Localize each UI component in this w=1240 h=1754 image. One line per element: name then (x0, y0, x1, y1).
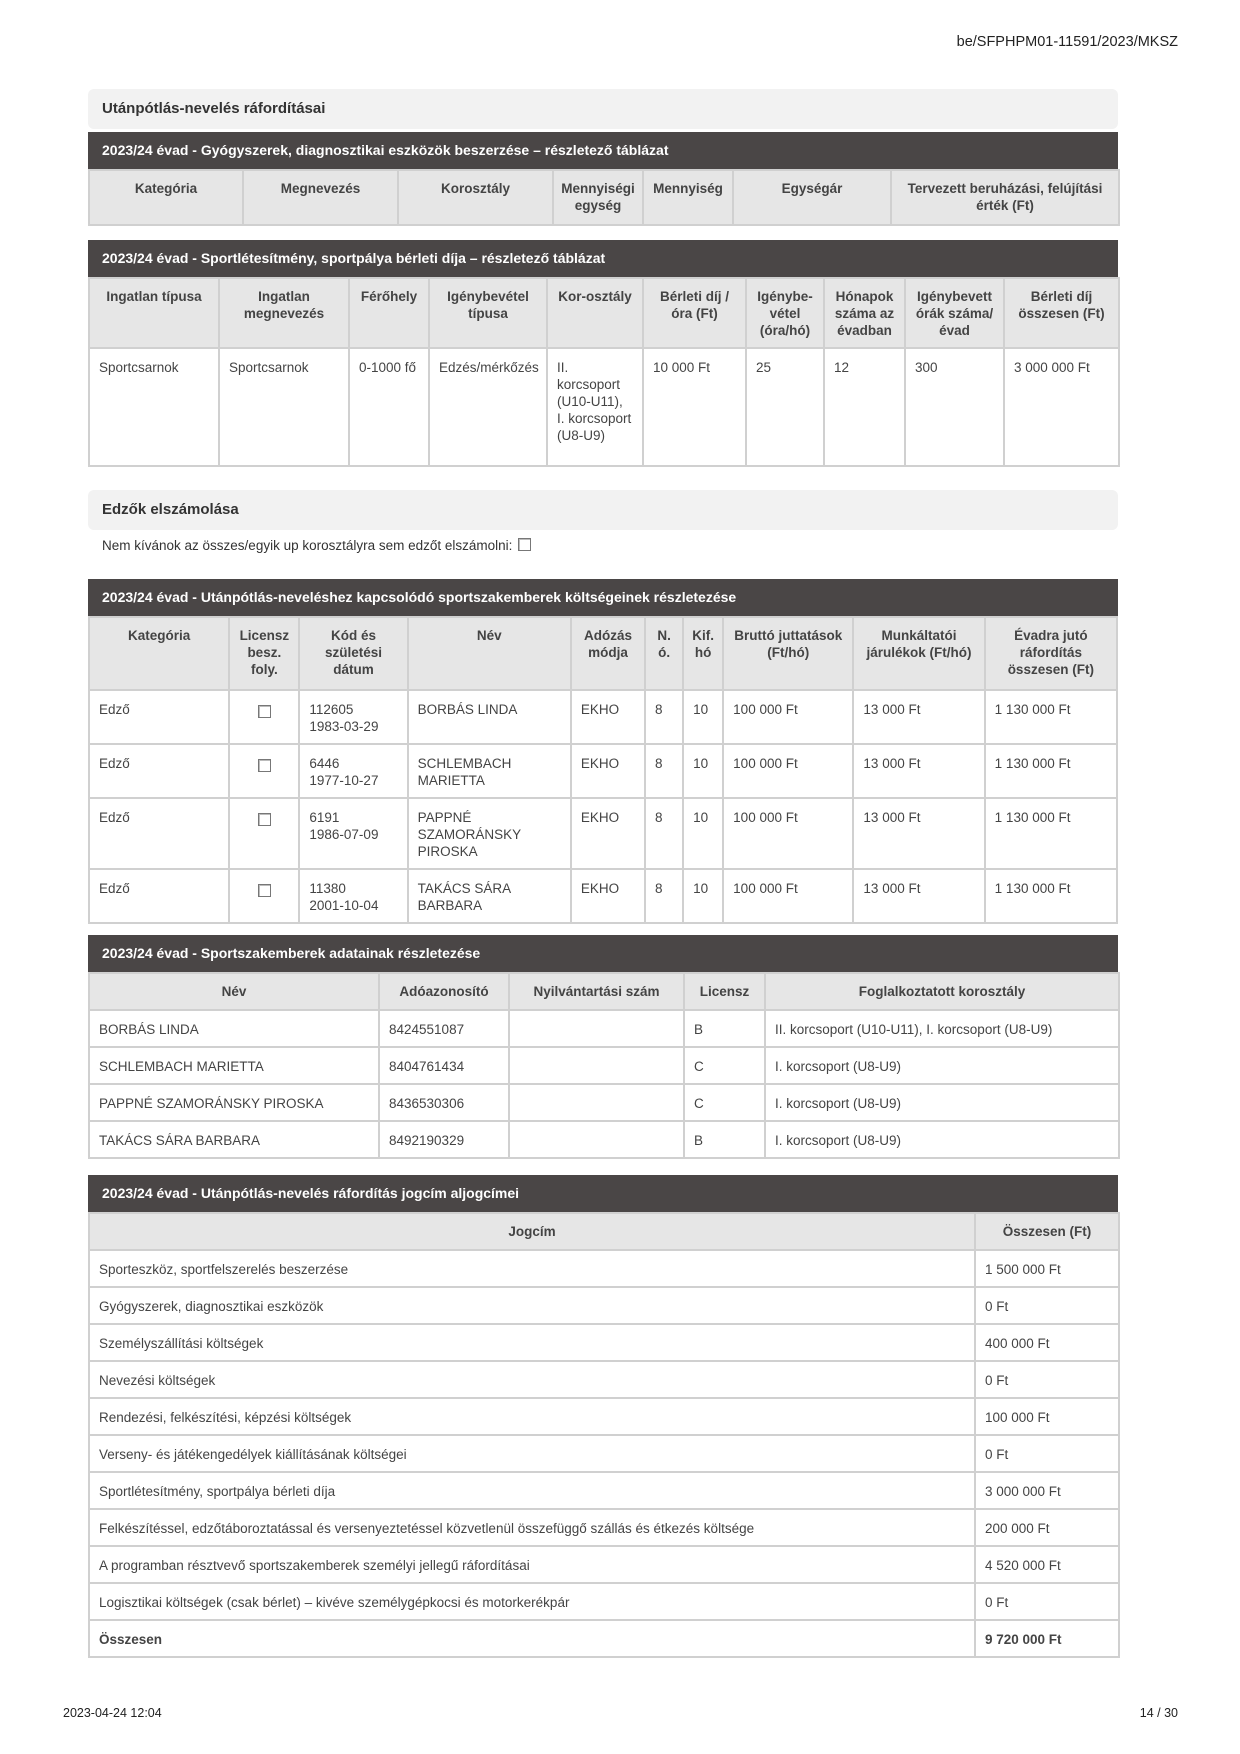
cell-category: Edző (89, 744, 229, 798)
section-title-utanpotlas: Utánpótlás-nevelés ráfordításai (88, 89, 1118, 129)
col-header: Mennyiség (643, 170, 733, 225)
col-header: Licensz besz. foly. (229, 617, 299, 690)
cell-category: Edző (89, 690, 229, 744)
cell: Sportcsarnok (219, 348, 349, 466)
cell-gross: 100 000 Ft (723, 744, 853, 798)
cell-name: PAPPNÉ SZAMORÁNSKY PIROSKA (408, 798, 571, 869)
cell-code-date (299, 690, 407, 744)
cell-hours: 8 (645, 798, 683, 869)
cell: Edzés/mérkőzés (429, 348, 547, 466)
col-header: Munkáltatói járulékok (Ft/hó) (853, 617, 984, 690)
cell: 200 000 Ft (975, 1509, 1119, 1546)
cell-months: 10 (683, 798, 723, 869)
table-row (89, 869, 1117, 923)
total-row (89, 1620, 1119, 1657)
col-header: Adózás módja (571, 617, 645, 690)
cell: 0 Ft (975, 1287, 1119, 1324)
section-title-edzok: Edzők elszámolása (88, 490, 1118, 530)
table-row (89, 1047, 1119, 1084)
cell: 8492190329 (379, 1121, 509, 1158)
cell-license (229, 869, 299, 923)
cell-total: 1 130 000 Ft (985, 690, 1117, 744)
col-header: Foglalkoztatott korosztály (765, 973, 1119, 1010)
col-header: Nyilvántartási szám (509, 973, 684, 1010)
table-row (89, 1287, 1119, 1324)
cell: TAKÁCS SÁRA BARBARA (89, 1121, 379, 1158)
cell (509, 1010, 684, 1047)
table-row (89, 1435, 1119, 1472)
cell: BORBÁS LINDA (89, 1010, 379, 1047)
cell: C (684, 1084, 765, 1121)
cell-license (229, 690, 299, 744)
birth-date: 1977-10-27 (309, 773, 379, 788)
col-header: Név (89, 973, 379, 1010)
total-label: Összesen (89, 1620, 975, 1657)
cell (509, 1121, 684, 1158)
no-coach-checkbox[interactable] (518, 538, 531, 551)
cell-name: SCHLEMBACH MARIETTA (408, 744, 571, 798)
no-coach-label: Nem kívánok az összes/egyik up korosztályra sem edzőt elszámolni: (102, 538, 513, 553)
cell-hours: 8 (645, 744, 683, 798)
cell-name: TAKÁCS SÁRA BARBARA (408, 869, 571, 923)
cell-months: 10 (683, 690, 723, 744)
table-title: 2023/24 évad - Gyógyszerek, diagnosztikai eszközök beszerzése – részletező táblázat (88, 132, 1118, 169)
cell: I. korcsoport (U8-U9) (765, 1121, 1119, 1158)
table-title: 2023/24 évad - Sportszakemberek adatainak részletezése (88, 935, 1118, 972)
cell-months: 10 (683, 869, 723, 923)
cell (509, 1047, 684, 1084)
cell-gross: 100 000 Ft (723, 798, 853, 869)
cell: 8424551087 (379, 1010, 509, 1047)
table-row (89, 348, 1119, 466)
coach-code: 6191 (309, 810, 340, 825)
cell-category: Edző (89, 869, 229, 923)
table-row (89, 1509, 1119, 1546)
col-header: N. ó. (645, 617, 683, 690)
cell: Sportlétesítmény, sportpálya bérleti díja (89, 1472, 975, 1509)
cell: 100 000 Ft (975, 1398, 1119, 1435)
table-row (89, 1084, 1119, 1121)
col-header: Bérleti díj / óra (Ft) (643, 278, 746, 348)
cell: II. korcsoport (U10-U11), I. korcsoport (U8-U9) (765, 1010, 1119, 1047)
cell: 0 Ft (975, 1435, 1119, 1472)
cell: 0-1000 fő (349, 348, 429, 466)
cell-tax: EKHO (571, 798, 645, 869)
cell-contrib: 13 000 Ft (853, 798, 984, 869)
license-checkbox[interactable] (258, 705, 271, 718)
cell-contrib: 13 000 Ft (853, 744, 984, 798)
col-header: Ingatlan típusa (89, 278, 219, 348)
cell-contrib: 13 000 Ft (853, 690, 984, 744)
cell: Gyógyszerek, diagnosztikai eszközök (89, 1287, 975, 1324)
table-row (89, 690, 1117, 744)
table-row (89, 1121, 1119, 1158)
total-value: 9 720 000 Ft (975, 1620, 1119, 1657)
cell-tax: EKHO (571, 744, 645, 798)
table-row (89, 1583, 1119, 1620)
table-sportszakemberek-koltsegei (88, 579, 1118, 924)
cell: 8404761434 (379, 1047, 509, 1084)
cell-license (229, 798, 299, 869)
cell-code-date (299, 869, 407, 923)
coach-code: 11380 (309, 881, 346, 896)
cell: Személyszállítási költségek (89, 1324, 975, 1361)
col-header: Kód és születési dátum (299, 617, 407, 690)
col-header: Kif. hó (683, 617, 723, 690)
coach-code: 112605 (309, 702, 354, 717)
table-berleti-dij (88, 240, 1118, 467)
cell: Nevezési költségek (89, 1361, 975, 1398)
cell-license (229, 744, 299, 798)
cell: Rendezési, felkészítési, képzési költségek (89, 1398, 975, 1435)
cell: 4 520 000 Ft (975, 1546, 1119, 1583)
cell: PAPPNÉ SZAMORÁNSKY PIROSKA (89, 1084, 379, 1121)
col-header: Kor-osztály (547, 278, 643, 348)
col-header: Jogcím (89, 1213, 975, 1250)
cell-hours: 8 (645, 869, 683, 923)
col-header: Összesen (Ft) (975, 1213, 1119, 1250)
cell: SCHLEMBACH MARIETTA (89, 1047, 379, 1084)
col-header: Licensz (684, 973, 765, 1010)
table-title: 2023/24 évad - Utánpótlás-nevelés ráfordítás jogcím aljogcímei (88, 1175, 1118, 1212)
table-title: 2023/24 évad - Utánpótlás-neveléshez kapcsolódó sportszakemberek költségeinek részletezése (88, 579, 1118, 616)
cell-category: Edző (89, 798, 229, 869)
col-header: Évadra jutó ráfordítás összesen (Ft) (985, 617, 1117, 690)
col-header: Igénybe-vétel (óra/hó) (746, 278, 824, 348)
birth-date: 2001-10-04 (309, 898, 379, 913)
cell: A programban résztvevő sportszakemberek személyi jellegű ráfordításai (89, 1546, 975, 1583)
col-header: Korosztály (398, 170, 553, 225)
table-gyogyszerek (88, 132, 1118, 226)
col-header: Egységár (733, 170, 891, 225)
col-header: Ingatlan megnevezés (219, 278, 349, 348)
table-row (89, 1361, 1119, 1398)
table-title: 2023/24 évad - Sportlétesítmény, sportpálya bérleti díja – részletező táblázat (88, 240, 1118, 277)
col-header: Bérleti díj összesen (Ft) (1004, 278, 1119, 348)
col-header: Kategória (89, 170, 243, 225)
cell: 25 (746, 348, 824, 466)
table-row (89, 1546, 1119, 1583)
cell-total: 1 130 000 Ft (985, 869, 1117, 923)
cell: 1 500 000 Ft (975, 1250, 1119, 1287)
cell: Logisztikai költségek (csak bérlet) – kivéve személygépkocsi és motorkerékpár (89, 1583, 975, 1620)
col-header: Bruttó juttatások (Ft/hó) (723, 617, 853, 690)
col-header: Igénybevett órák száma/évad (905, 278, 1004, 348)
cell-code-date (299, 744, 407, 798)
cell-tax: EKHO (571, 690, 645, 744)
cell (509, 1084, 684, 1121)
license-checkbox[interactable] (258, 884, 271, 897)
cell-months: 10 (683, 744, 723, 798)
license-checkbox[interactable] (258, 759, 271, 772)
table-row (89, 1472, 1119, 1509)
table-row (89, 1324, 1119, 1361)
cell-hours: 8 (645, 690, 683, 744)
col-header: Igénybevétel típusa (429, 278, 547, 348)
license-checkbox[interactable] (258, 813, 271, 826)
footer-datetime: 2023-04-24 12:04 (63, 1706, 162, 1720)
cell: B (684, 1121, 765, 1158)
col-header: Hónapok száma az évadban (824, 278, 905, 348)
table-row (89, 1250, 1119, 1287)
cell: 300 (905, 348, 1004, 466)
cell: 12 (824, 348, 905, 466)
cell: 0 Ft (975, 1361, 1119, 1398)
cell-gross: 100 000 Ft (723, 690, 853, 744)
cell: 0 Ft (975, 1583, 1119, 1620)
cell: Sporteszköz, sportfelszerelés beszerzése (89, 1250, 975, 1287)
col-header: Mennyiségi egység (553, 170, 643, 225)
cell-tax: EKHO (571, 869, 645, 923)
cell: 400 000 Ft (975, 1324, 1119, 1361)
birth-date: 1986-07-09 (309, 827, 379, 842)
col-header: Adóazonosító (379, 973, 509, 1010)
cell: 3 000 000 Ft (975, 1472, 1119, 1509)
cell: II. korcsoport (U10-U11), I. korcsoport (U8-U9) (547, 348, 643, 466)
table-row (89, 798, 1117, 869)
cell: C (684, 1047, 765, 1084)
col-header: Férőhely (349, 278, 429, 348)
col-header: Kategória (89, 617, 229, 690)
cell: 8436530306 (379, 1084, 509, 1121)
document-reference: be/SFPHPM01-11591/2023/MKSZ (956, 34, 1178, 50)
no-coach-option (102, 538, 531, 553)
cell: Sportcsarnok (89, 348, 219, 466)
cell-contrib: 13 000 Ft (853, 869, 984, 923)
cell: I. korcsoport (U8-U9) (765, 1084, 1119, 1121)
table-sportszakemberek-adatai (88, 935, 1118, 1159)
page-number: 14 / 30 (1139, 1706, 1178, 1720)
cell-gross: 100 000 Ft (723, 869, 853, 923)
table-row (89, 1398, 1119, 1435)
cell: 10 000 Ft (643, 348, 746, 466)
cell-code-date (299, 798, 407, 869)
cell-total: 1 130 000 Ft (985, 744, 1117, 798)
cell-total: 1 130 000 Ft (985, 798, 1117, 869)
coach-code: 6446 (309, 756, 340, 771)
cell: B (684, 1010, 765, 1047)
table-row (89, 1010, 1119, 1047)
cell-name: BORBÁS LINDA (408, 690, 571, 744)
table-jogcim-aljogcimei (88, 1175, 1118, 1658)
cell: 3 000 000 Ft (1004, 348, 1119, 466)
cell: Verseny- és játékengedélyek kiállításának költségei (89, 1435, 975, 1472)
col-header: Tervezett beruházási, felújítási érték (Ft) (891, 170, 1119, 225)
table-row (89, 744, 1117, 798)
birth-date: 1983-03-29 (309, 719, 379, 734)
cell: I. korcsoport (U8-U9) (765, 1047, 1119, 1084)
col-header: Megnevezés (243, 170, 398, 225)
col-header: Név (408, 617, 571, 690)
cell: Felkészítéssel, edzőtáboroztatással és versenyeztetéssel közvetlenül összefüggő szállás és étkezés költsége (89, 1509, 975, 1546)
